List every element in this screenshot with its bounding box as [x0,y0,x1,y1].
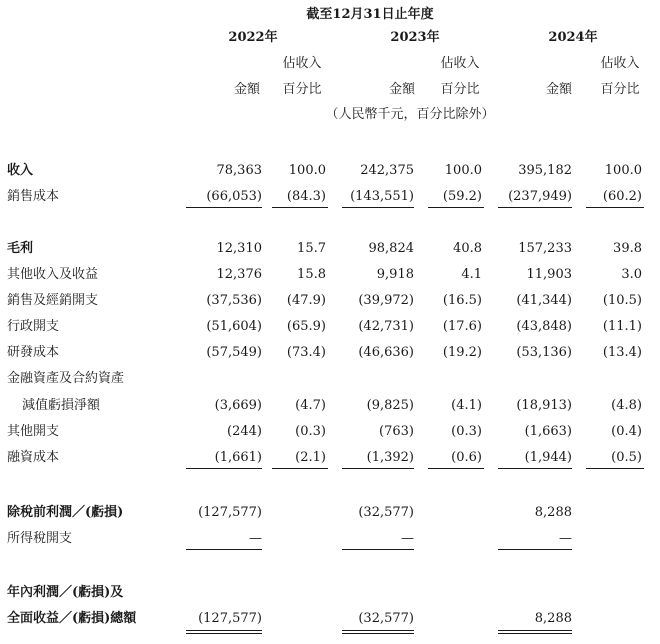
cell: (32,577) [358,611,414,626]
year-2023: 2023年 [390,30,440,45]
cell: (42,731) [358,319,414,334]
year-2022: 2022年 [228,30,278,45]
cell: (127,577) [198,611,262,626]
row-label-profit-before-tax: 除稅前利潤／(虧損) [7,505,124,520]
cell: (16.5) [442,293,482,308]
row-label-profit-for-year: 年內利潤／(虧損)及 [7,585,124,600]
amount-header-2023: 金額 [388,82,415,97]
pct-header-2022-line1: 佔收入 [282,56,322,71]
unit-note: （人民幣千元，百分比除外） [325,107,495,122]
subtotal-rule [428,207,484,208]
row-label-gross-profit: 毛利 [7,241,34,256]
cell: (244) [227,424,262,439]
cell: 12,310 [216,241,262,256]
cell: (39,972) [358,293,414,308]
cell: (60.2) [602,189,642,204]
cell: (18,913) [516,398,572,413]
cell: — [559,531,572,546]
row-label-revenue: 收入 [7,163,34,178]
cell: (66,053) [206,189,262,204]
cell: 242,375 [360,163,414,178]
cell: (4.1) [451,398,482,413]
cell: (0.4) [611,424,642,439]
cell: (3,669) [214,398,262,413]
cell: 12,376 [216,267,262,282]
subtotal-rule [586,207,644,208]
cell: 11,903 [526,267,572,282]
cell: (763) [379,424,414,439]
cell: (43,848) [516,319,572,334]
cell: 100.0 [444,163,482,178]
subtotal-rule [342,207,414,208]
year-2024: 2024年 [548,30,598,45]
cell: (53,136) [516,345,572,360]
subtotal-rule [186,549,262,550]
cell: (143,551) [350,189,414,204]
cell: 15.7 [297,241,326,256]
cell: — [249,531,262,546]
cell: (73.4) [286,345,326,360]
cell: (32,577) [358,505,414,520]
subtotal-rule [186,207,262,208]
cell: 8,288 [534,505,572,520]
cell: (2.1) [295,450,326,465]
cell: 100.0 [288,163,326,178]
cell: (57,549) [206,345,262,360]
subtotal-rule [428,468,484,469]
total-double-rule [498,630,572,634]
row-label-finance-costs: 融資成本 [7,450,60,465]
total-double-rule [342,630,414,634]
cell: (47.9) [286,293,326,308]
cell: 100.0 [604,163,642,178]
pct-header-2023-line2: 百分比 [440,82,480,97]
cell: (1,944) [524,450,572,465]
pct-header-2022-line2: 百分比 [282,82,322,97]
subtotal-rule [498,468,572,469]
row-label-total-comprehensive: 全面收益／(虧損)總額 [7,611,137,626]
cell: (17.6) [442,319,482,334]
cell: (65.9) [286,319,326,334]
row-label-financial-assets: 金融資產及合約資產 [7,371,125,386]
cell: (51,604) [206,319,262,334]
row-label-admin-expenses: 行政開支 [7,319,60,334]
row-label-income-tax: 所得稅開支 [7,531,73,546]
cell: (237,949) [508,189,572,204]
row-label-other-expenses: 其他開支 [7,424,60,439]
amount-header-2022: 金額 [233,82,260,97]
period-heading: 截至12月31日止年度 [306,7,434,22]
cell: 3.0 [621,267,642,282]
pct-header-2024-line1: 佔收入 [600,56,640,71]
cell: (41,344) [516,293,572,308]
cell: (4.8) [611,398,642,413]
cell: (4.7) [295,398,326,413]
row-label-rnd-costs: 研發成本 [7,345,60,360]
subtotal-rule [342,468,414,469]
row-label-selling-expenses: 銷售及經銷開支 [7,293,99,308]
cell: 9,918 [376,267,414,282]
subtotal-rule [342,549,414,550]
subtotal-rule [272,207,328,208]
cell: (37,536) [206,293,262,308]
subtotal-rule [498,549,572,550]
cell: (13.4) [602,345,642,360]
cell: (127,577) [198,505,262,520]
cell: 98,824 [368,241,414,256]
cell: 15.8 [297,267,326,282]
row-label-impairment: 減值虧損淨額 [22,398,101,413]
cell: (0.3) [451,424,482,439]
pct-header-2023-line1: 佔收入 [440,56,480,71]
cell: 8,288 [534,611,572,626]
row-label-cost-of-sales: 銷售成本 [7,189,60,204]
cell: (1,661) [214,450,262,465]
cell: (0.6) [451,450,482,465]
cell: (46,636) [358,345,414,360]
subtotal-rule [186,468,262,469]
cell: (1,663) [524,424,572,439]
cell: (0.3) [295,424,326,439]
cell: 395,182 [518,163,572,178]
subtotal-rule [272,468,328,469]
subtotal-rule [498,207,572,208]
cell: 157,233 [518,241,572,256]
cell: (9,825) [366,398,414,413]
subtotal-rule [586,468,644,469]
amount-header-2024: 金額 [545,82,572,97]
cell: 78,363 [216,163,262,178]
cell: 39.8 [613,241,642,256]
cell: (1,392) [366,450,414,465]
cell: (59.2) [442,189,482,204]
cell: (19.2) [442,345,482,360]
cell: (0.5) [611,450,642,465]
cell: (84.3) [286,189,326,204]
total-double-rule [186,630,262,634]
cell: — [401,531,414,546]
row-label-other-income: 其他收入及收益 [7,267,99,282]
cell: (11.1) [602,319,642,334]
pct-header-2024-line2: 百分比 [600,82,640,97]
cell: (10.5) [602,293,642,308]
cell: 4.1 [461,267,482,282]
cell: 40.8 [453,241,482,256]
